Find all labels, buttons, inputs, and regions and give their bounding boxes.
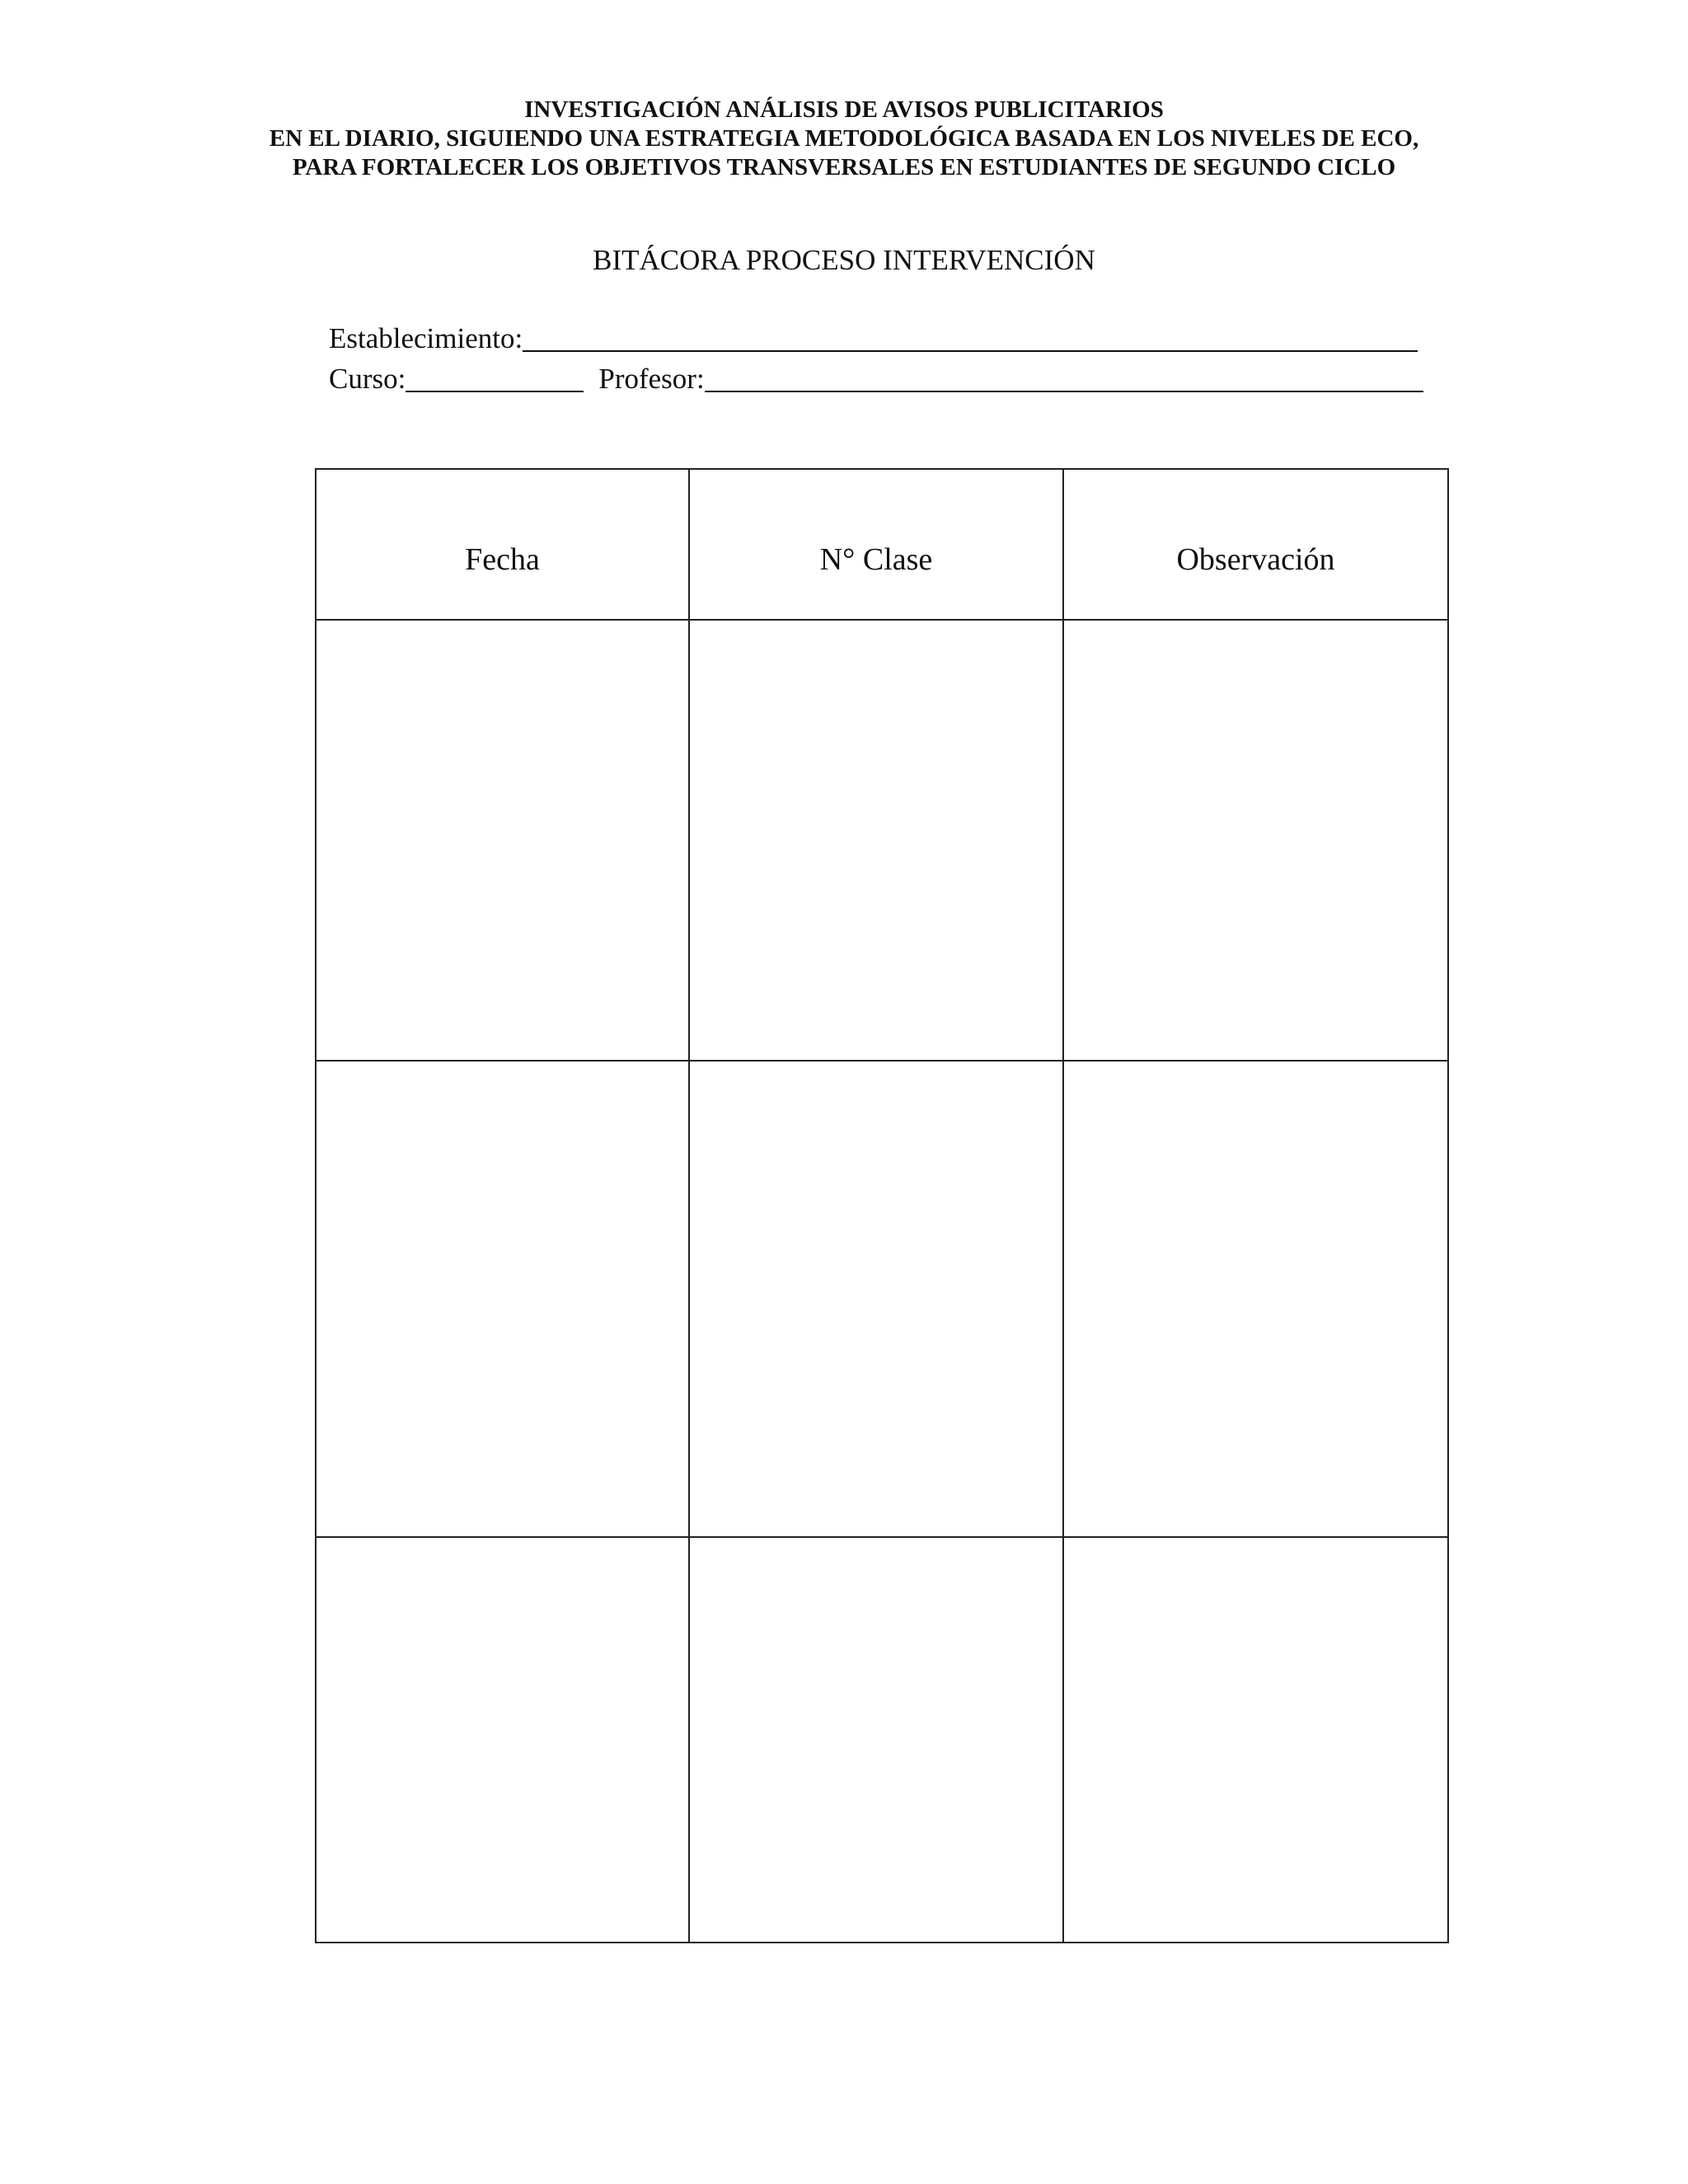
curso-profesor-field-row (329, 363, 1423, 396)
table-header-row (316, 469, 1448, 620)
establecimiento-blank-line[interactable] (523, 326, 1418, 352)
clase-cell[interactable] (689, 1061, 1063, 1537)
document-header (0, 96, 1688, 182)
column-header-fecha: Fecha (316, 469, 689, 620)
log-table (315, 468, 1449, 1943)
fecha-cell[interactable] (316, 620, 689, 1061)
observacion-cell[interactable] (1063, 1537, 1448, 1943)
table-row (316, 1537, 1448, 1943)
curso-blank-line[interactable] (406, 366, 584, 392)
profesor-label: Profesor: (598, 363, 705, 395)
column-header-observacion: Observación (1063, 469, 1448, 620)
establecimiento-field-row (329, 322, 1418, 355)
document-title: BITÁCORA PROCESO INTERVENCIÓN (593, 244, 1095, 276)
observacion-cell[interactable] (1063, 1061, 1448, 1537)
header-line-2: EN EL DIARIO, SIGUIENDO UNA ESTRATEGIA METODOLÓGICA BASADA EN LOS NIVELES DE ECO, (269, 125, 1419, 152)
clase-cell[interactable] (689, 1537, 1063, 1943)
table-row (316, 1061, 1448, 1537)
curso-label: Curso: (329, 363, 406, 395)
establecimiento-label: Establecimiento: (329, 322, 523, 354)
header-line-3: PARA FORTALECER LOS OBJETIVOS TRANSVERSALES EN ESTUDIANTES DE SEGUNDO CICLO (292, 154, 1396, 180)
fecha-cell[interactable] (316, 1537, 689, 1943)
observacion-cell[interactable] (1063, 620, 1448, 1061)
header-line-1: INVESTIGACIÓN ANÁLISIS DE AVISOS PUBLICITARIOS (524, 96, 1164, 123)
table-row (316, 620, 1448, 1061)
fecha-cell[interactable] (316, 1061, 689, 1537)
clase-cell[interactable] (689, 620, 1063, 1061)
column-header-clase: N° Clase (689, 469, 1063, 620)
profesor-blank-line[interactable] (705, 366, 1423, 392)
